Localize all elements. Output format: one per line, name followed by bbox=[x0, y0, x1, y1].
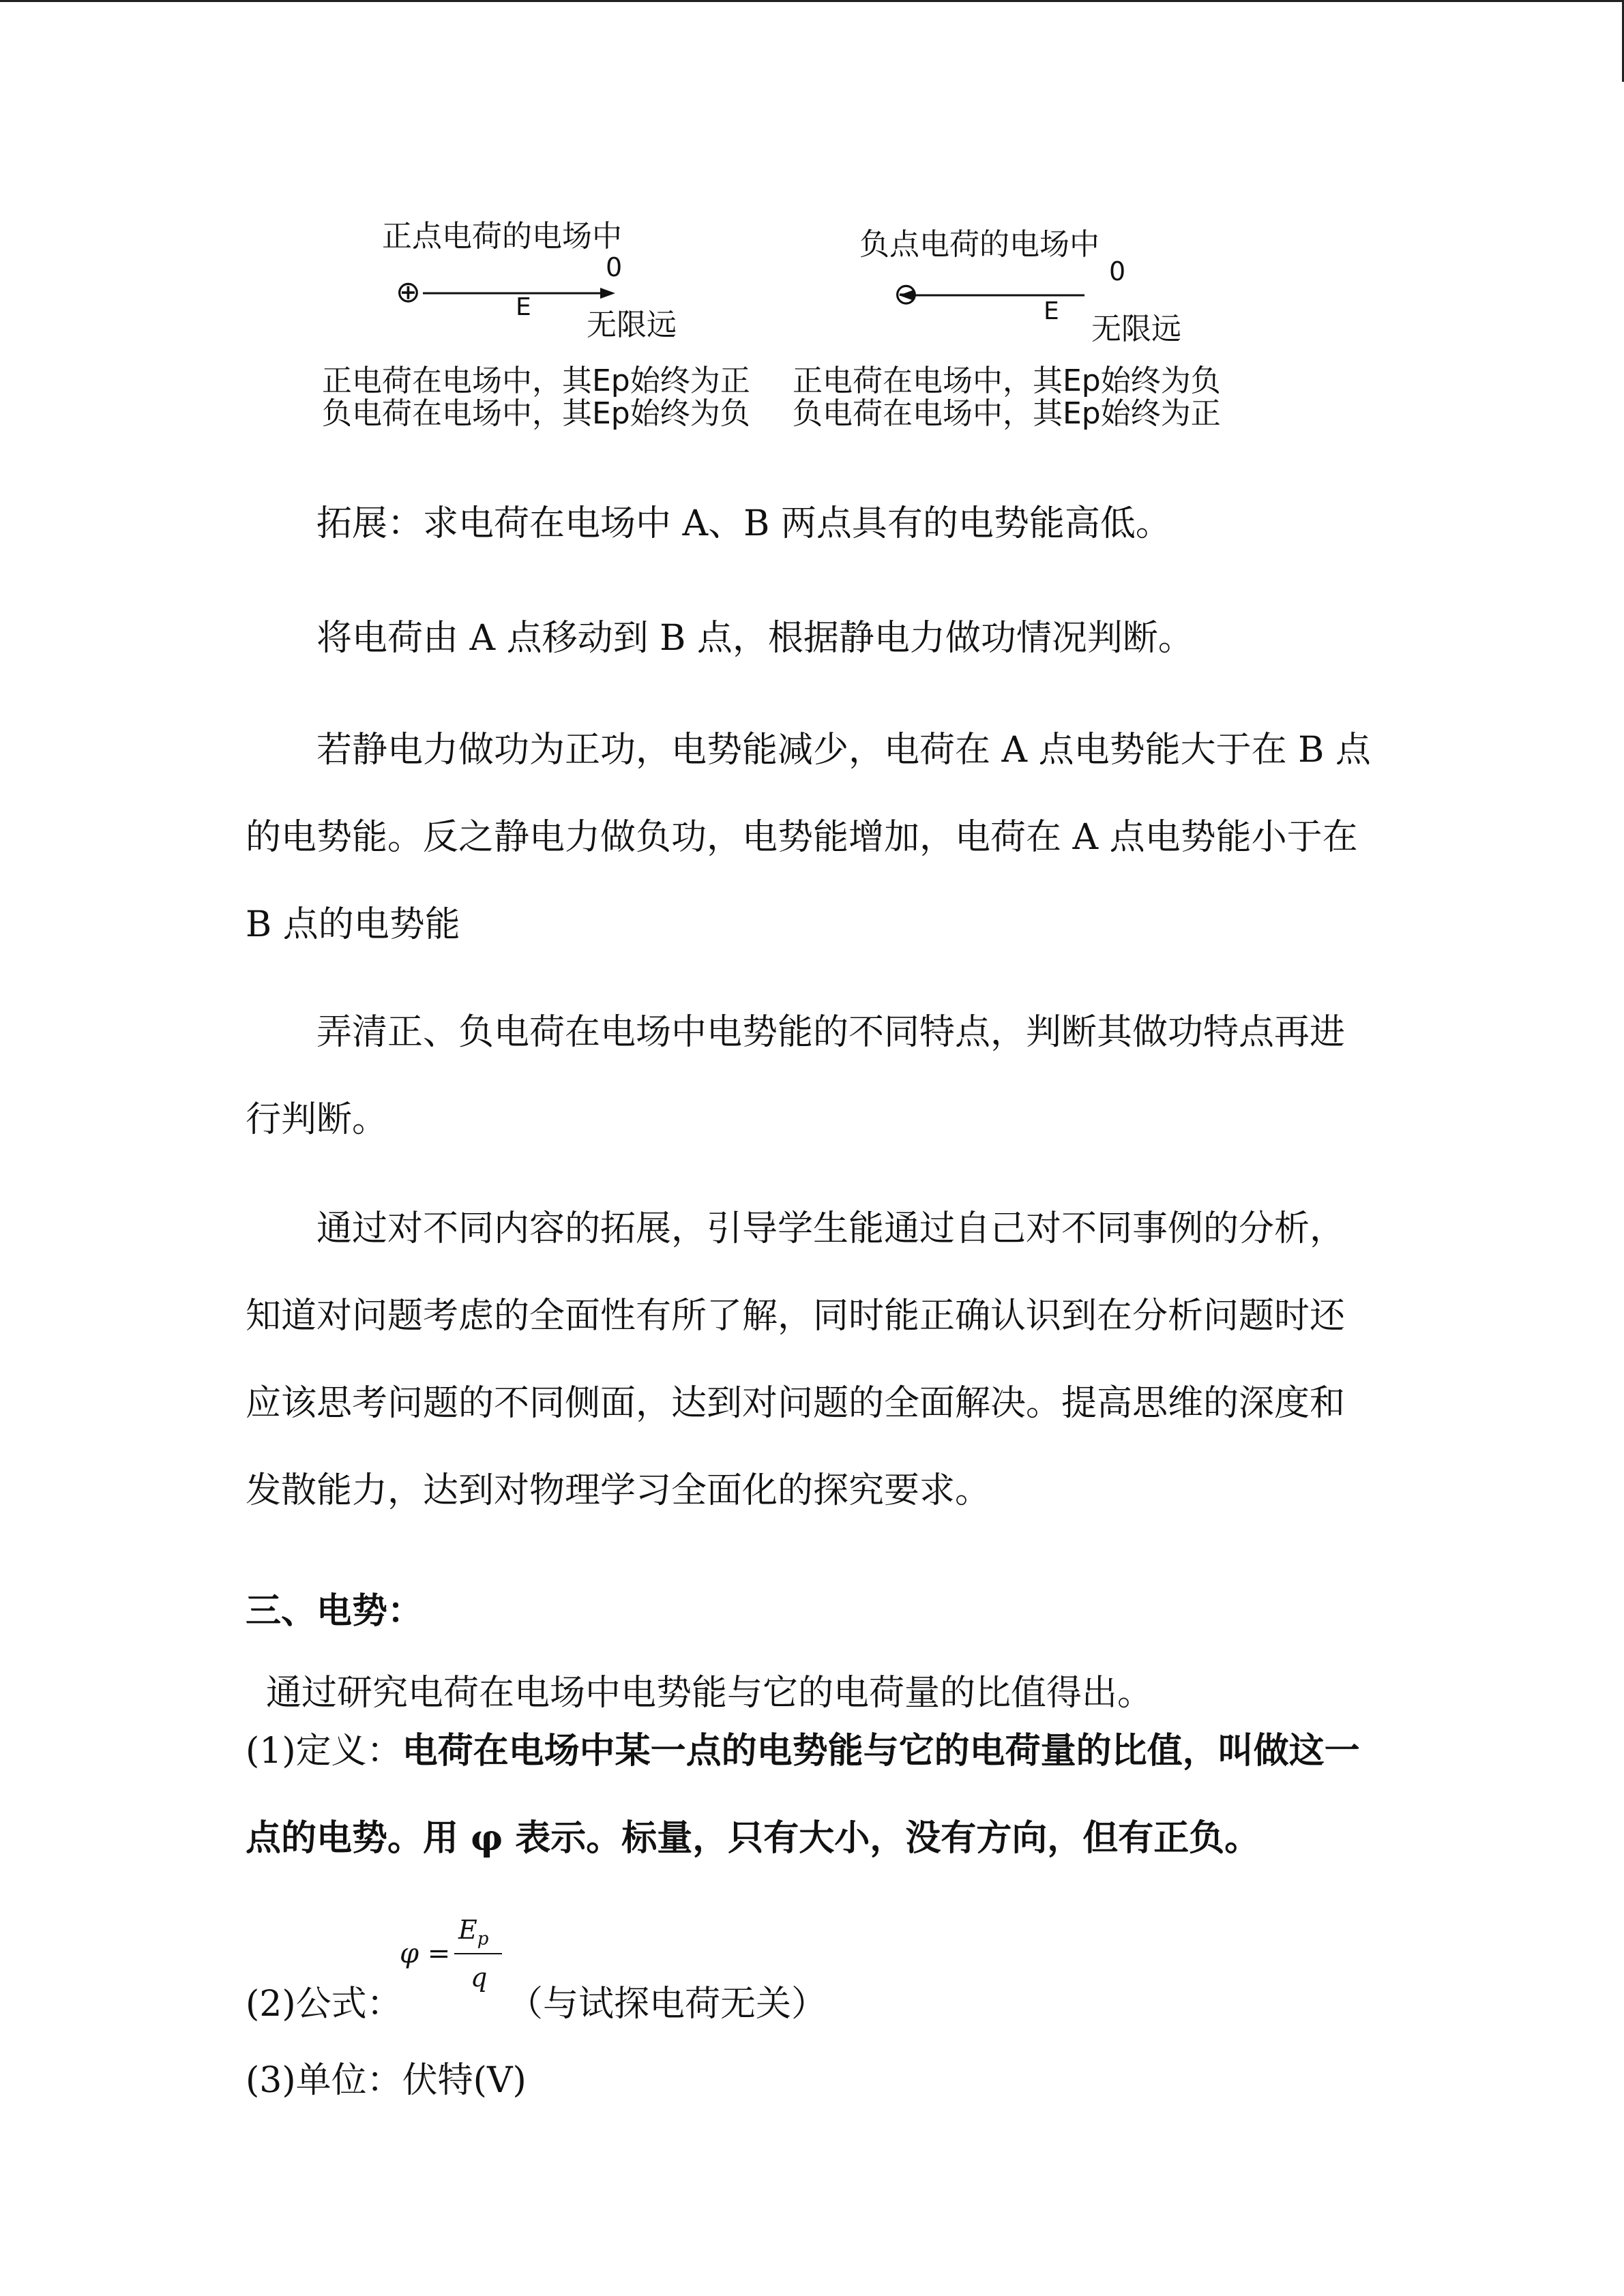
right-note-2: 负电荷在电场中，其Ep始终为正 bbox=[793, 396, 1221, 431]
page-top-border bbox=[0, 0, 1624, 2]
right-figure-title: 负点电荷的电场中 bbox=[859, 227, 1099, 262]
formula-note: （与试探电荷无关） bbox=[507, 1984, 827, 2025]
definition-prefix: (1)定义： bbox=[246, 1731, 402, 1772]
left-note-2: 负电荷在电场中，其Ep始终为负 bbox=[322, 396, 750, 431]
unit-line: (3)单位：伏特(V) bbox=[246, 2060, 527, 2101]
formula-prefix: (2)公式： bbox=[246, 1984, 402, 2025]
left-zero-label: 0 bbox=[606, 252, 623, 282]
right-note-1: 正电荷在电场中，其Ep始终为负 bbox=[793, 363, 1221, 398]
formula-denominator: q bbox=[471, 1963, 488, 1993]
left-infinity-label: 无限远 bbox=[587, 308, 677, 342]
right-infinity-label: 无限远 bbox=[1091, 312, 1181, 346]
positive-charge-symbol: ⊕ bbox=[396, 275, 421, 310]
paragraph-1: 拓展：求电荷在电场中 A、B 两点具有的电势能高低。 bbox=[316, 503, 1171, 544]
paragraph-2: 将电荷由 A 点移动到 B 点，根据静电力做功情况判断。 bbox=[316, 618, 1194, 659]
paragraph-4: 弄清正、负电荷在电场中电势能的不同特点，判断其做功特点再进行判断。 bbox=[246, 1012, 1346, 1140]
definition-text: 电荷在电场中某一点的电势能与它的电荷量的比值，叫做这一点的电势。用 φ 表示。标量，只有大小，没有方向，但有正负。 bbox=[246, 1730, 1360, 1859]
fraction-bar bbox=[454, 1953, 502, 1954]
extension-paragraph bbox=[246, 480, 1378, 567]
charge-field-figure bbox=[300, 205, 1241, 430]
negative-charge-symbol: ⊖ bbox=[894, 277, 919, 312]
right-field-label: E bbox=[1044, 297, 1059, 325]
goal-paragraph bbox=[246, 1185, 1378, 1534]
left-field-label: E bbox=[516, 293, 531, 321]
paragraph-3: 若静电力做功为正功，电势能减少，电荷在 A 点电势能大于在 B 点的电势能。反之静电力做负功，电势能增加，电荷在 A 点电势能小于在 B 点的电势能 bbox=[246, 730, 1371, 945]
definition-block bbox=[246, 1708, 1378, 1882]
section-intro: 通过研究电荷在电场中电势能与它的电荷量的比值得出。 bbox=[266, 1673, 1153, 1714]
distinguish-paragraph bbox=[246, 989, 1378, 1163]
left-figure-title: 正点电荷的电场中 bbox=[382, 219, 622, 254]
formula-numerator: $E_p$ bbox=[458, 1915, 489, 1950]
method-paragraph bbox=[246, 595, 1378, 682]
section-heading: 三、电势： bbox=[246, 1590, 424, 1632]
work-paragraph bbox=[246, 706, 1378, 968]
left-note-1: 正电荷在电场中，其Ep始终为正 bbox=[322, 363, 750, 398]
paragraph-5: 通过对不同内容的拓展，引导学生能通过自己对不同事例的分析，知道对问题考虑的全面性有所了解，同时能正确认识到在分析问题时还应该思考问题的不同侧面，达到对问题的全面解决。提高思维的深度和发散能力，达到对物理学习全面化的探究要求。 bbox=[246, 1208, 1346, 1511]
right-zero-label: 0 bbox=[1109, 256, 1126, 286]
formula-lhs: φ = bbox=[400, 1938, 451, 1969]
